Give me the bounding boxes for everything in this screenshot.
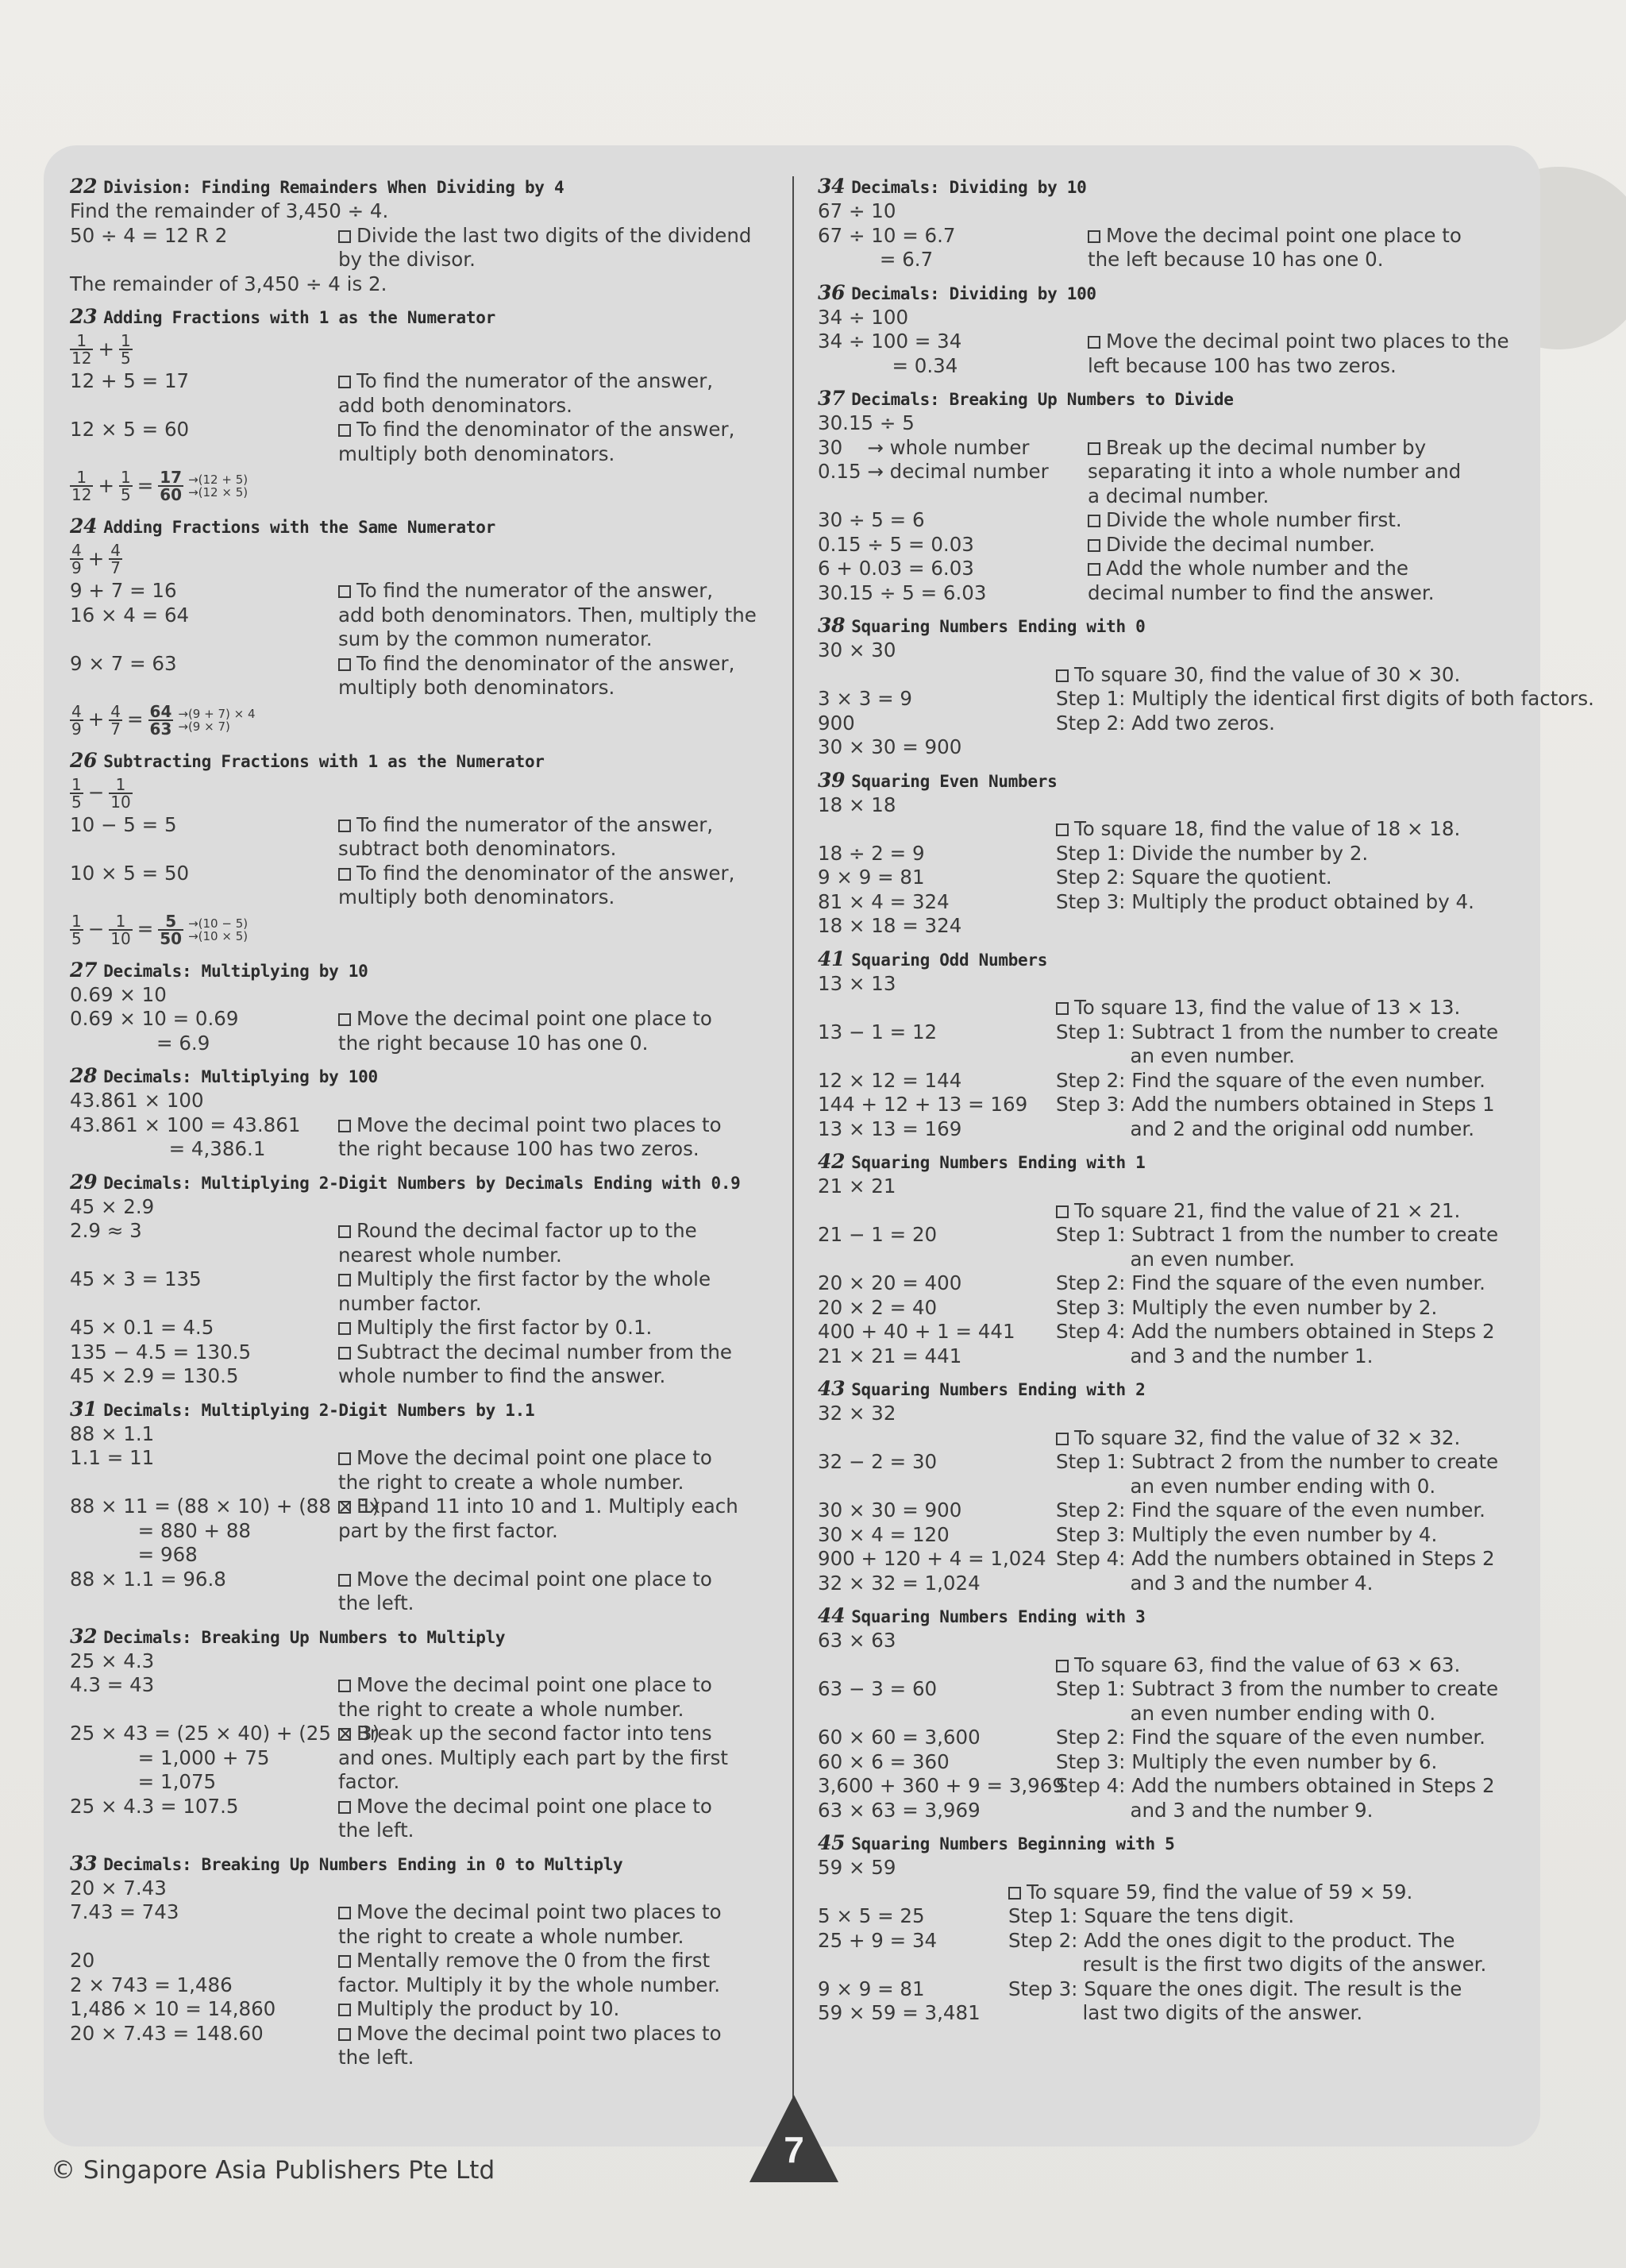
section-number: 34 xyxy=(818,175,846,198)
working: 45 × 3 = 135 xyxy=(70,1267,202,1290)
working: 45 × 0.1 = 4.5 xyxy=(70,1316,214,1339)
answer: The remainder of 3,450 ÷ 4 is 2. xyxy=(70,272,387,295)
note: Divide the last two digits of the dividend by the divisor. xyxy=(338,224,769,272)
section-number: 42 xyxy=(818,1150,846,1173)
section-title: Squaring Numbers Ending with 1 xyxy=(851,1153,1146,1172)
question: 20 × 7.43 xyxy=(70,1876,167,1900)
section-23 xyxy=(70,305,769,506)
question: 88 × 1.1 xyxy=(70,1421,155,1445)
working: 13 − 1 = 12 12 × 12 = 144 144 + 12 + 13 = 169 13 × 13 = 169 xyxy=(818,1020,1028,1140)
note: Break up the second factor into tens and ones. Multiply each part by the first factor. xyxy=(338,1722,769,1795)
section-38 xyxy=(818,614,1594,760)
note: Mentally remove the 0 from the first factor. Multiply it by the whole number. xyxy=(338,1949,769,1997)
note: Move the decimal point one place to the right to create a whole number. xyxy=(338,1673,769,1722)
section-title: Adding Fractions with 1 as the Numerator xyxy=(103,308,495,327)
fraction: $\frac{1}{5}$ xyxy=(120,331,131,368)
working: 25 × 4.3 = 107.5 xyxy=(70,1794,239,1818)
section-title: Decimals: Breaking Up Numbers to Multiply xyxy=(103,1627,506,1647)
working: 32 − 2 = 30 30 × 30 = 900 30 × 4 = 120 900 + 120 + 4 = 1,024 32 × 32 = 1,024 xyxy=(818,1450,1046,1595)
section-title: Subtracting Fractions with 1 as the Numerator xyxy=(103,751,545,771)
fraction-answer: $\frac{1}{12}$ + $\frac{1}{5}$ = $\frac{17}{60}$ →(12 + 5) →(12 × 5) xyxy=(71,468,249,504)
section-title: Squaring Numbers Ending with 2 xyxy=(851,1380,1146,1399)
working: 12 + 5 = 17 xyxy=(70,369,190,392)
section-number: 44 xyxy=(818,1604,846,1627)
note: Round the decimal factor up to the nearest whole number. xyxy=(338,1219,769,1267)
section-number: 29 xyxy=(70,1170,98,1194)
section-number: 32 xyxy=(70,1624,98,1648)
note: Move the decimal point two places to the left because 100 has two zeros. xyxy=(1088,330,1524,378)
working: 7.43 = 743 xyxy=(70,1900,179,1923)
note: To square 63, find the value of 63 × 63. xyxy=(1056,1653,1524,1678)
section-number: 27 xyxy=(70,958,98,982)
working: 30 → whole number 0.15 → decimal number xyxy=(818,435,1049,483)
question: 63 × 63 xyxy=(818,1629,896,1652)
annotation: →(12 + 5) →(12 × 5) xyxy=(188,472,249,499)
section-title: Adding Fractions with the Same Numerator xyxy=(103,518,495,537)
working: 2.9 ≈ 3 xyxy=(70,1219,142,1242)
working: 88 × 1.1 = 96.8 xyxy=(70,1567,226,1591)
section-title: Decimals: Breaking Up Numbers Ending in 0 to Multiply xyxy=(103,1854,623,1874)
working: 34 ÷ 100 = 34 = 0.34 xyxy=(818,330,962,377)
note: To find the numerator of the answer, subtract both denominators. xyxy=(338,813,769,862)
question: 30 × 30 xyxy=(818,638,896,662)
section-42 xyxy=(818,1150,1524,1368)
section-29 xyxy=(70,1171,769,1389)
section-number: 37 xyxy=(818,387,846,410)
question: 59 × 59 xyxy=(818,1856,896,1879)
fraction-answer: $\frac{4}{9}$ + $\frac{4}{7}$ = $\frac{64}{63}$ →(9 + 7) × 4 →(9 × 7) xyxy=(71,701,256,739)
question: 45 × 2.9 xyxy=(70,1194,155,1218)
section-title: Decimals: Multiplying 2-Digit Numbers by 1.1 xyxy=(103,1400,535,1420)
section-title: Squaring Numbers Beginning with 5 xyxy=(851,1834,1175,1853)
question: 25 × 4.3 xyxy=(70,1649,155,1672)
section-title: Decimals: Multiplying by 10 xyxy=(103,961,368,981)
section-33 xyxy=(70,1852,769,2070)
note: Divide the whole number first. xyxy=(1088,508,1524,533)
section-title: Decimals: Multiplying 2-Digit Numbers by Decimals Ending with 0.9 xyxy=(103,1173,741,1193)
steps: Step 1: Subtract 2 from the number to create an even number ending with 0. Step 2: Find the square of the even number. Step 3: Multiply the even number by 4. Step 4: Add the numbers obtained in Steps 2 and 3 and the number 4. xyxy=(1056,1450,1499,1595)
section-title: Squaring Numbers Ending with 0 xyxy=(851,617,1146,636)
note: To find the denominator of the answer, multiply both denominators. xyxy=(338,862,769,910)
section-31 xyxy=(70,1398,769,1616)
note: Multiply the product by 10. xyxy=(338,1997,769,2022)
section-title: Squaring Even Numbers xyxy=(851,771,1058,791)
section-45 xyxy=(818,1831,1524,2026)
section-number: 36 xyxy=(818,280,846,304)
note: Expand 11 into 10 and 1. Multiply each part by the first factor. xyxy=(338,1495,769,1543)
working: 21 − 1 = 20 20 × 20 = 400 20 × 2 = 40 400 + 40 + 1 = 441 21 × 21 = 441 xyxy=(818,1223,1015,1367)
section-36 xyxy=(818,281,1524,379)
section-number: 26 xyxy=(70,748,98,772)
operator: + xyxy=(98,337,114,361)
section-title: Decimals: Dividing by 10 xyxy=(851,178,1087,197)
note: Move the decimal point one place to the right to create a whole number. xyxy=(338,1446,769,1495)
note: Move the decimal point one place to the left. xyxy=(338,1568,769,1616)
section-title: Squaring Odd Numbers xyxy=(851,950,1048,970)
working: 10 × 5 = 50 xyxy=(70,861,190,885)
working: 88 × 11 = (88 × 10) + (88 × 1) = 880 + 88 = 968 xyxy=(70,1495,380,1566)
note: Add the whole number and the decimal number to find the answer. xyxy=(1088,557,1524,605)
page-number: 7 xyxy=(784,2129,804,2170)
fraction-question xyxy=(70,330,769,369)
section-title: Division: Finding Remainders When Dividing by 4 xyxy=(103,178,564,197)
working: 25 × 43 = (25 × 40) + (25 × 3) = 1,000 + 75 = 1,075 xyxy=(70,1722,380,1793)
section-number: 23 xyxy=(70,305,98,328)
section-number: 28 xyxy=(70,1064,98,1087)
section-title: Decimals: Breaking Up Numbers to Divide xyxy=(851,390,1234,409)
section-44 xyxy=(818,1604,1524,1822)
note: Move the decimal point two places to the right to create a whole number. xyxy=(338,1900,769,1949)
section-37 xyxy=(818,387,1524,605)
question: 43.861 × 100 xyxy=(70,1089,204,1112)
working: 63 − 3 = 60 60 × 60 = 3,600 60 × 6 = 360 3,600 + 360 + 9 = 3,969 63 × 63 = 3,969 xyxy=(818,1677,1065,1822)
note: Break up the decimal number by separating it into a whole number and a decimal number. xyxy=(1088,436,1524,509)
note: To square 13, find the value of 13 × 13. xyxy=(1056,996,1524,1020)
work-row xyxy=(70,224,769,272)
note: To square 30, find the value of 30 × 30. xyxy=(1056,663,1524,688)
section-number: 33 xyxy=(70,1851,98,1875)
fraction-question: $\frac{1}{5}$ − $\frac{1}{10}$ xyxy=(71,774,131,812)
annotation: →(10 − 5) →(10 × 5) xyxy=(188,916,249,943)
note: To square 59, find the value of 59 × 59. xyxy=(1008,1880,1524,1905)
section-34 xyxy=(818,175,1524,272)
question: 13 × 13 xyxy=(818,971,896,995)
note: To find the numerator of the answer, add both denominators. Then, multiply the sum by the common numerator. xyxy=(338,579,769,652)
working: 0.15 ÷ 5 = 0.03 xyxy=(818,532,974,556)
fraction-question: $\frac{4}{9}$ + $\frac{4}{7}$ xyxy=(71,541,121,577)
steps: Step 1: Subtract 1 from the number to create an even number. Step 2: Find the square of the even number. Step 3: Multiply the even number by 2. Step 4: Add the numbers obtained in Steps 2 and 3 and the number 1. xyxy=(1056,1223,1499,1367)
section-41 xyxy=(818,947,1524,1142)
section-number: 24 xyxy=(70,515,98,538)
note: Subtract the decimal number from the whole number to find the answer. xyxy=(338,1340,769,1389)
note: Divide the decimal number. xyxy=(1088,533,1524,557)
working: 67 ÷ 10 = 6.7 = 6.7 xyxy=(818,223,956,271)
working: 1,486 × 10 = 14,860 xyxy=(70,1997,276,2020)
working: 50 ÷ 4 = 12 R 2 xyxy=(70,223,228,247)
column-divider xyxy=(792,176,794,2146)
working: 20 2 × 743 = 1,486 xyxy=(70,1949,233,1996)
section-title: Decimals: Dividing by 100 xyxy=(851,284,1096,303)
working: 18 ÷ 2 = 9 9 × 9 = 81 81 × 4 = 324 18 × 18 = 324 xyxy=(818,841,962,937)
steps: Step 1: Multiply the identical first digits of both factors. Step 2: Add two zeros. xyxy=(1056,687,1594,735)
note: Move the decimal point two places to the right because 100 has two zeros. xyxy=(338,1113,769,1162)
section-28 xyxy=(70,1064,769,1162)
note: To find the numerator of the answer, add both denominators. xyxy=(338,369,769,418)
working: 9 + 7 = 16 16 × 4 = 64 xyxy=(70,579,190,627)
note: Move the decimal point one place to the right because 10 has one 0. xyxy=(338,1007,769,1055)
section-number: 41 xyxy=(818,947,846,970)
working: 43.861 × 100 = 43.861 = 4,386.1 xyxy=(70,1113,301,1160)
section-27 xyxy=(70,958,769,1056)
question: 18 × 18 xyxy=(818,793,896,816)
working: 12 × 5 = 60 xyxy=(70,418,190,441)
working: 135 − 4.5 = 130.5 45 × 2.9 = 130.5 xyxy=(70,1340,252,1387)
section-number: 22 xyxy=(70,175,98,198)
section-number: 31 xyxy=(70,1397,98,1421)
question: 67 ÷ 10 xyxy=(818,199,896,222)
question: 21 × 21 xyxy=(818,1174,896,1198)
working: 20 × 7.43 = 148.60 xyxy=(70,2021,264,2045)
fraction: $\frac{1}{12}$ xyxy=(71,331,92,368)
section-number: 38 xyxy=(818,614,846,637)
fraction-answer: $\frac{1}{5}$ − $\frac{1}{10}$ = $\frac{5}{50}$ →(10 − 5) →(10 × 5) xyxy=(71,911,249,948)
note: Multiply the first factor by 0.1. xyxy=(338,1316,769,1340)
steps: Step 1: Divide the number by 2. Step 2: Square the quotient. Step 3: Multiply the product obtained by 4. xyxy=(1056,841,1474,913)
steps: Step 1: Subtract 3 from the number to create an even number ending with 0. Step 2: Find the square of the even number. Step 3: Multiply the even number by 6. Step 4: Add the numbers obtained in Steps 2 and 3 and the number 9. xyxy=(1056,1677,1499,1822)
section-title: Squaring Numbers Ending with 3 xyxy=(851,1607,1146,1626)
section-number: 45 xyxy=(818,1831,846,1854)
question: 30.15 ÷ 5 xyxy=(818,411,915,434)
working: 1.1 = 11 xyxy=(70,1446,155,1469)
section-32 xyxy=(70,1625,769,1843)
section-43 xyxy=(818,1377,1524,1595)
question: Find the remainder of 3,450 ÷ 4. xyxy=(70,199,389,222)
copyright-footer: © Singapore Asia Publishers Pte Ltd xyxy=(51,2156,495,2185)
section-24 xyxy=(70,515,769,740)
note: Multiply the first factor by the whole number factor. xyxy=(338,1267,769,1316)
note: To find the denominator of the answer, multiply both denominators. xyxy=(338,652,769,700)
working: 0.69 × 10 = 0.69 = 6.9 xyxy=(70,1007,239,1055)
section-39 xyxy=(818,769,1524,939)
working: 9 × 7 = 63 xyxy=(70,651,177,675)
steps: Step 1: Subtract 1 from the number to create an even number. Step 2: Find the square of the even number. Step 3: Add the numbers obtained in Steps 1 and 2 and the original odd number. xyxy=(1056,1020,1499,1140)
working: 3 × 3 = 9 900 30 × 30 = 900 xyxy=(818,687,962,758)
working: 5 × 5 = 25 25 + 9 = 34 9 × 9 = 81 59 × 59 = 3,481 xyxy=(818,1904,981,2024)
note: To square 32, find the value of 32 × 32. xyxy=(1056,1426,1524,1451)
section-22 xyxy=(70,175,769,296)
section-number: 39 xyxy=(818,768,846,792)
right-column xyxy=(818,175,1594,2035)
note: Move the decimal point two places to the left. xyxy=(338,2022,769,2070)
working: 4.3 = 43 xyxy=(70,1673,155,1696)
steps: Step 1: Square the tens digit. Step 2: Add the ones digit to the product. The result is the first two digits of the answer. Step 3: Square the ones digit. The result is the last two digits of the answer. xyxy=(1008,1904,1487,2024)
result-fraction: $\frac{17}{60}$ xyxy=(160,468,183,504)
question: 32 × 32 xyxy=(818,1402,896,1425)
left-column xyxy=(70,175,769,2079)
section-title: Decimals: Multiplying by 100 xyxy=(103,1067,378,1086)
working: 10 − 5 = 5 xyxy=(70,812,177,836)
note: Move the decimal point one place to the left because 10 has one 0. xyxy=(1088,224,1524,272)
section-number: 43 xyxy=(818,1377,846,1400)
question: 34 ÷ 100 xyxy=(818,305,909,329)
question: 0.69 × 10 xyxy=(70,982,167,1006)
section-26 xyxy=(70,749,769,950)
working: 6 + 0.03 = 6.03 30.15 ÷ 5 = 6.03 xyxy=(818,557,987,604)
note: Move the decimal point one place to the left. xyxy=(338,1795,769,1843)
working: 30 ÷ 5 = 6 xyxy=(818,508,925,531)
note: To square 21, find the value of 21 × 21. xyxy=(1056,1199,1524,1224)
note: To find the denominator of the answer, multiply both denominators. xyxy=(338,418,769,466)
annotation: →(9 + 7) × 4 →(9 × 7) xyxy=(178,706,256,734)
note: To square 18, find the value of 18 × 18. xyxy=(1056,817,1524,842)
